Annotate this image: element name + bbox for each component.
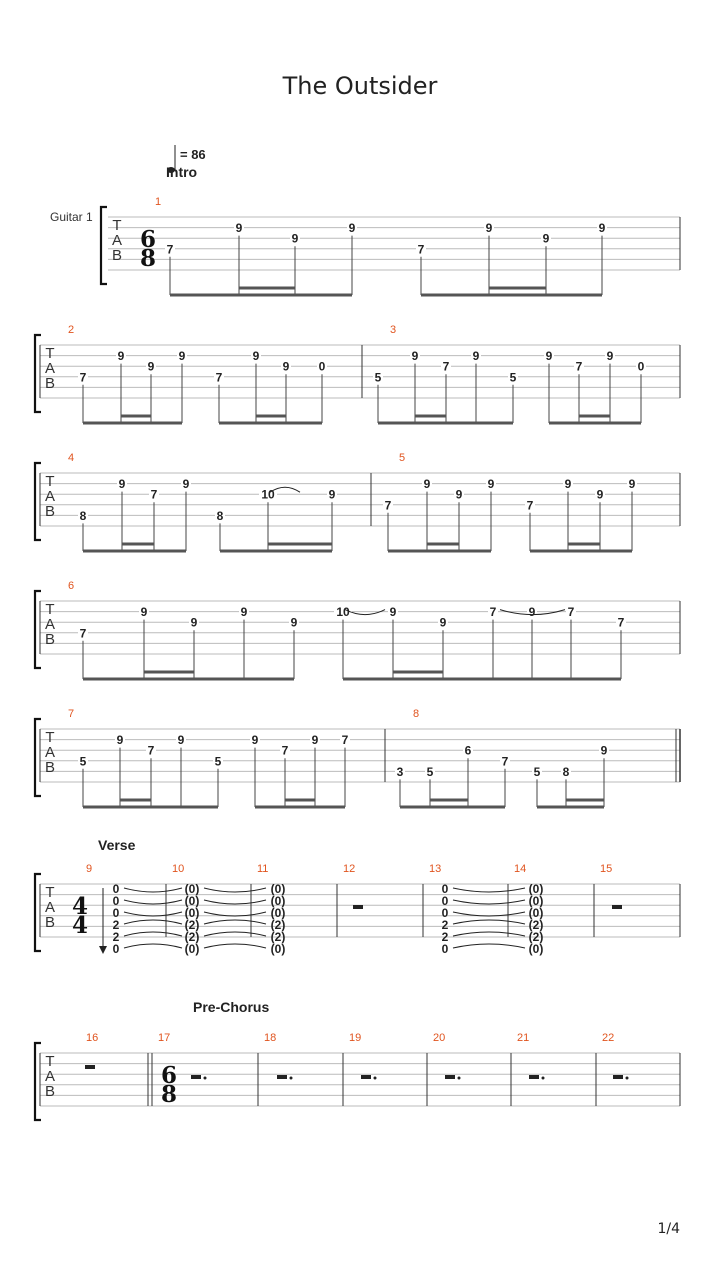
fret-number: 9 bbox=[606, 349, 614, 364]
rest-symbol bbox=[361, 1075, 371, 1079]
fret-number: 5 bbox=[426, 764, 434, 779]
fret-number: 9 bbox=[147, 359, 155, 374]
fret-number: 7 bbox=[79, 370, 87, 385]
fret-number: 8 bbox=[79, 508, 87, 523]
chord-fret: (2) bbox=[528, 930, 544, 944]
fret-number: 10 bbox=[336, 605, 350, 620]
measure-number: 3 bbox=[390, 324, 397, 336]
fret-number: 9 bbox=[487, 477, 495, 492]
chord-fret: 0 bbox=[441, 906, 449, 920]
fret-number: 7 bbox=[147, 743, 155, 758]
fret-number: 9 bbox=[348, 221, 356, 236]
page-number: 1/4 bbox=[657, 1221, 680, 1237]
fret-number: 7 bbox=[617, 615, 625, 630]
fret-number: 7 bbox=[215, 370, 223, 385]
tab-clef-t: T bbox=[45, 473, 55, 490]
measure-number: 4 bbox=[68, 452, 75, 464]
tab-clef-a: A bbox=[44, 744, 56, 761]
fret-number: 7 bbox=[575, 359, 583, 374]
fret-number: 9 bbox=[564, 477, 572, 492]
fret-number: 9 bbox=[528, 605, 536, 620]
fret-number: 9 bbox=[545, 349, 553, 364]
fret-number: 9 bbox=[178, 349, 186, 364]
fret-number: 9 bbox=[251, 733, 259, 748]
tie-arc bbox=[204, 932, 266, 936]
tie-arc bbox=[453, 932, 525, 936]
fret-number: 9 bbox=[282, 359, 290, 374]
fret-number: 5 bbox=[509, 370, 517, 385]
fret-number: 7 bbox=[341, 733, 349, 748]
fret-number: 10 bbox=[261, 487, 275, 502]
measure-number: 8 bbox=[413, 708, 420, 720]
tab-clef-b: B bbox=[44, 1083, 56, 1100]
time-signature-bottom: 8 bbox=[160, 1081, 178, 1108]
chord-fret: (2) bbox=[270, 918, 286, 932]
time-signature-bottom: 4 bbox=[71, 912, 89, 939]
fret-number: 9 bbox=[423, 477, 431, 492]
chord-fret: 2 bbox=[441, 918, 449, 932]
chord-fret: (2) bbox=[528, 918, 544, 932]
rest-dot bbox=[542, 1077, 545, 1080]
fret-number: 7 bbox=[501, 754, 509, 769]
chord-fret: (0) bbox=[184, 942, 200, 956]
tab-clef-b: B bbox=[44, 631, 56, 648]
fret-number: 9 bbox=[252, 349, 260, 364]
fret-number: 5 bbox=[533, 764, 541, 779]
strum-arrow-head bbox=[99, 946, 107, 954]
rest-symbol bbox=[529, 1075, 539, 1079]
rest-dot bbox=[290, 1077, 293, 1080]
chord-fret: 0 bbox=[112, 942, 120, 956]
measure-number: 18 bbox=[264, 1032, 277, 1044]
fret-number: 9 bbox=[118, 477, 126, 492]
measure-number: 1 bbox=[155, 196, 162, 208]
chord-fret: (0) bbox=[528, 942, 544, 956]
fret-number: 5 bbox=[214, 754, 222, 769]
chord-fret: 0 bbox=[441, 942, 449, 956]
fret-number: 9 bbox=[439, 615, 447, 630]
fret-number: 7 bbox=[489, 605, 497, 620]
fret-number: 9 bbox=[117, 349, 125, 364]
fret-number: 5 bbox=[374, 370, 382, 385]
rest-dot bbox=[204, 1077, 207, 1080]
fret-number: 8 bbox=[562, 764, 570, 779]
chord-fret: (0) bbox=[528, 882, 544, 896]
chord-fret: 2 bbox=[112, 930, 120, 944]
fret-number: 9 bbox=[455, 487, 463, 502]
measure-number: 22 bbox=[602, 1032, 615, 1044]
fret-number: 0 bbox=[637, 359, 645, 374]
rest-symbol bbox=[277, 1075, 287, 1079]
chord-fret: 0 bbox=[441, 894, 449, 908]
fret-number: 9 bbox=[485, 221, 493, 236]
fret-number: 6 bbox=[464, 743, 472, 758]
fret-number: 9 bbox=[182, 477, 190, 492]
fret-number: 7 bbox=[281, 743, 289, 758]
measure-number: 21 bbox=[517, 1032, 530, 1044]
rest-symbol bbox=[191, 1075, 201, 1079]
fret-number: 8 bbox=[216, 508, 224, 523]
tab-clef-b: B bbox=[44, 759, 56, 776]
measure-number: 7 bbox=[68, 708, 75, 720]
tie-arc bbox=[124, 932, 182, 936]
measure-number: 20 bbox=[433, 1032, 446, 1044]
rest-symbol bbox=[612, 905, 622, 909]
fret-number: 9 bbox=[628, 477, 636, 492]
chord-fret: (0) bbox=[184, 894, 200, 908]
measure-number: 12 bbox=[343, 863, 356, 875]
fret-number: 7 bbox=[526, 498, 534, 513]
tie-arc bbox=[204, 900, 266, 904]
tab-clef-a: A bbox=[44, 488, 56, 505]
rest-dot bbox=[626, 1077, 629, 1080]
fret-number: 9 bbox=[542, 231, 550, 246]
chord-fret: 0 bbox=[112, 894, 120, 908]
rest-symbol bbox=[613, 1075, 623, 1079]
fret-number: 7 bbox=[384, 498, 392, 513]
fret-number: 7 bbox=[417, 242, 425, 257]
chord-fret: (2) bbox=[184, 930, 200, 944]
fret-number: 3 bbox=[396, 764, 404, 779]
chord-fret: (2) bbox=[184, 918, 200, 932]
chord-fret: (0) bbox=[184, 882, 200, 896]
tab-clef-a: A bbox=[44, 360, 56, 377]
measure-number: 15 bbox=[600, 863, 613, 875]
fret-number: 9 bbox=[598, 221, 606, 236]
fret-number: 9 bbox=[290, 615, 298, 630]
tab-clef-t: T bbox=[45, 601, 55, 618]
tie-arc bbox=[453, 900, 525, 904]
fret-number: 9 bbox=[240, 605, 248, 620]
rest-symbol bbox=[85, 1065, 95, 1069]
tie-arc bbox=[453, 888, 525, 892]
time-signature-top: 6 bbox=[160, 1062, 178, 1089]
fret-number: 0 bbox=[318, 359, 326, 374]
tab-clef-b: B bbox=[111, 247, 123, 264]
tie-arc bbox=[124, 900, 182, 904]
fret-number: 9 bbox=[140, 605, 148, 620]
section-label: Pre-Chorus bbox=[193, 999, 270, 1015]
chord-fret: (0) bbox=[184, 906, 200, 920]
fret-number: 7 bbox=[166, 242, 174, 257]
tie-arc bbox=[453, 944, 525, 948]
track-name: Guitar 1 bbox=[50, 210, 93, 224]
fret-number: 9 bbox=[291, 231, 299, 246]
chord-fret: (0) bbox=[270, 942, 286, 956]
measure-number: 5 bbox=[399, 452, 406, 464]
tempo-marking: = 86 bbox=[180, 147, 206, 162]
fret-number: 9 bbox=[596, 487, 604, 502]
chord-fret: 2 bbox=[112, 918, 120, 932]
fret-number: 9 bbox=[600, 743, 608, 758]
tie-arc bbox=[453, 920, 525, 924]
rest-dot bbox=[458, 1077, 461, 1080]
fret-number: 9 bbox=[177, 733, 185, 748]
tab-clef-a: A bbox=[44, 899, 56, 916]
tie-arc bbox=[124, 944, 182, 948]
fret-number: 7 bbox=[79, 626, 87, 641]
tie-arc bbox=[204, 888, 266, 892]
time-signature-bottom: 8 bbox=[139, 245, 157, 272]
chord-fret: 0 bbox=[112, 906, 120, 920]
tab-clef-b: B bbox=[44, 375, 56, 392]
tab-clef-a: A bbox=[111, 232, 123, 249]
tab-clef-t: T bbox=[45, 729, 55, 746]
tab-clef-t: T bbox=[45, 884, 55, 901]
tab-clef-a: A bbox=[44, 1068, 56, 1085]
fret-number: 7 bbox=[567, 605, 575, 620]
fret-number: 7 bbox=[442, 359, 450, 374]
measure-number: 6 bbox=[68, 580, 75, 592]
tie-arc bbox=[124, 888, 182, 892]
fret-number: 9 bbox=[116, 733, 124, 748]
measure-number: 19 bbox=[349, 1032, 362, 1044]
song-title: The Outsider bbox=[282, 72, 438, 100]
fret-number: 7 bbox=[150, 487, 158, 502]
measure-number: 10 bbox=[172, 863, 185, 875]
chord-fret: (0) bbox=[528, 906, 544, 920]
fret-number: 9 bbox=[411, 349, 419, 364]
fret-number: 9 bbox=[235, 221, 243, 236]
section-label: Intro bbox=[166, 164, 198, 180]
system-bracket bbox=[101, 207, 107, 284]
measure-number: 2 bbox=[68, 324, 75, 336]
tie-arc bbox=[204, 920, 266, 924]
chord-fret: (0) bbox=[270, 882, 286, 896]
tab-clef-t: T bbox=[45, 1053, 55, 1070]
fret-number: 5 bbox=[79, 754, 87, 769]
measure-number: 17 bbox=[158, 1032, 171, 1044]
measure-number: 11 bbox=[257, 863, 269, 875]
time-signature-top: 6 bbox=[139, 226, 157, 253]
fret-number: 9 bbox=[389, 605, 397, 620]
measure-number: 14 bbox=[514, 863, 527, 875]
tab-clef-b: B bbox=[44, 914, 56, 931]
tab-clef-a: A bbox=[44, 616, 56, 633]
measure-number: 9 bbox=[86, 863, 93, 875]
chord-fret: (0) bbox=[528, 894, 544, 908]
chord-fret: (2) bbox=[270, 930, 286, 944]
chord-fret: 0 bbox=[441, 882, 449, 896]
chord-fret: 0 bbox=[112, 882, 120, 896]
chord-fret: (0) bbox=[270, 894, 286, 908]
tie-arc bbox=[204, 944, 266, 948]
tab-clef-b: B bbox=[44, 503, 56, 520]
chord-fret: (0) bbox=[270, 906, 286, 920]
rest-symbol bbox=[445, 1075, 455, 1079]
tie-arc bbox=[124, 920, 182, 924]
fret-number: 9 bbox=[472, 349, 480, 364]
rest-dot bbox=[374, 1077, 377, 1080]
fret-number: 9 bbox=[328, 487, 336, 502]
time-signature-top: 4 bbox=[71, 893, 89, 920]
chord-fret: 2 bbox=[441, 930, 449, 944]
tab-clef-t: T bbox=[112, 217, 122, 234]
tab-clef-t: T bbox=[45, 345, 55, 362]
measure-number: 16 bbox=[86, 1032, 99, 1044]
section-label: Verse bbox=[98, 837, 136, 853]
fret-number: 9 bbox=[190, 615, 198, 630]
fret-number: 9 bbox=[311, 733, 319, 748]
measure-number: 13 bbox=[429, 863, 442, 875]
rest-symbol bbox=[353, 905, 363, 909]
